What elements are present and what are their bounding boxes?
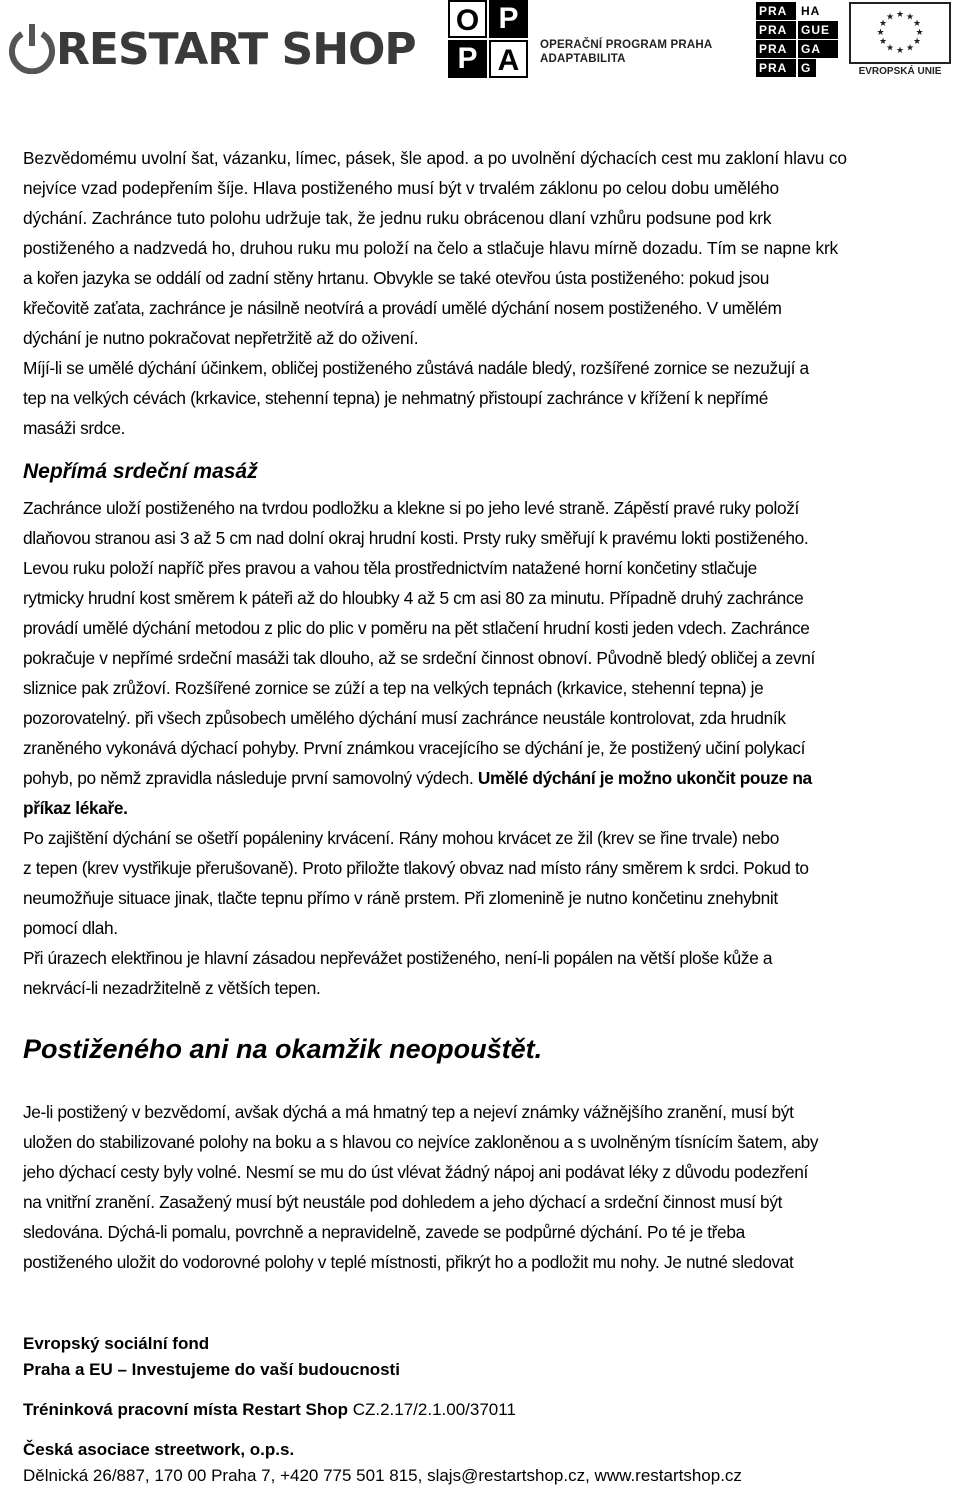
opp-letter-a: A: [489, 40, 528, 78]
document-body: [23, 143, 958, 1277]
praha-cell: PRA: [756, 21, 796, 39]
opp-letter-p1: P: [489, 0, 528, 38]
paragraph-line: sliznice pak zrůžoví. Rozšířené zornice se zúží a tep na velkých tepnách (krkavice, stehenní tepna) je: [23, 678, 764, 698]
restart-shop-wordmark: RESTART SHOP: [56, 24, 416, 75]
praha-cell: G: [798, 59, 816, 77]
footer-org: [23, 1437, 958, 1463]
svg-text:★: ★: [876, 28, 885, 38]
paragraph-line: dýchání. Zachránce tuto polohu udržuje tak, že jednu ruku obrácenou dlaní vzhůru podsune pod krk: [23, 208, 772, 228]
paragraph-line: křečovitě zaťata, zachránce je násilně neotvírá a provádí umělé dýchání nosem postiženého. V umělém: [23, 298, 782, 318]
paragraph-line: na vnitřní zranění. Zasažený musí být neustále pod dohledem a jeho dýchací a srdeční činnost musí být: [23, 1192, 783, 1212]
emphasis-text: příkaz lékaře.: [23, 798, 128, 818]
paragraph-line: [23, 763, 958, 793]
praha-logo: [756, 0, 840, 78]
page-header: [0, 0, 960, 90]
praha-cell: PRA: [756, 2, 796, 20]
paragraph-line: postiženého a nadzvedá ho, druhou ruku mu položí na čelo a stlačuje hlavu mírně dozadu. Tím se napne krk: [23, 238, 839, 258]
praha-cell: PRA: [756, 40, 796, 58]
praha-cell: HA: [801, 4, 821, 18]
section-intro: [23, 143, 958, 443]
paragraph-line: Míjí-li se umělé dýchání účinkem, obličej postiženého zůstává nadále bledý, rozšířené zornice se nezužují a: [23, 358, 809, 378]
footer-project-name: Tréninková pracovní místa Restart Shop: [23, 1400, 348, 1419]
svg-text:★: ★: [895, 46, 905, 56]
svg-text:★: ★: [878, 19, 888, 29]
paragraph-line: pokračuje v nepřímé srdeční masáži tak dlouho, až se srdeční činnost obnoví. Původně bledý obličej a zevní: [23, 648, 815, 668]
section-do-not-leave: [23, 1097, 958, 1277]
eu-stars-icon: [851, 4, 949, 62]
opp-letter-grid: [448, 0, 530, 78]
paragraph-line: postiženého uložit do vodorovné polohy v teplé místnosti, přikrýt ho a podložit mu nohy. Je nutné sledovat: [23, 1252, 794, 1272]
emphasis-text: Umělé dýchání je možno ukončit pouze na: [477, 768, 812, 788]
paragraph-line: neumožňuje situace jinak, tlačte tepnu přímo v ráně prstem. Při zlomenině je nutno končetinu znehybnit: [23, 888, 778, 908]
footer-motto: [23, 1357, 958, 1383]
footer-spacer: [23, 1423, 958, 1437]
footer-motto-text: Praha a EU – Investujeme do vaší budoucnosti: [23, 1360, 400, 1379]
praha-cell: PRA: [756, 59, 796, 77]
opp-logo: [448, 0, 748, 80]
svg-text:★: ★: [895, 10, 905, 20]
paragraph-line: Levou ruku položí napříč přes pravou a vahou těla prostřednictvím natažené horní končetiny stlačuje: [23, 558, 757, 578]
footer-project: [23, 1397, 958, 1423]
svg-text:★: ★: [912, 37, 922, 47]
paragraph-line: Zachránce uloží postiženého na tvrdou podložku a klekne si po jeho levé straně. Zápěstí pravé ruky položí: [23, 498, 799, 518]
eu-logo: [845, 0, 955, 82]
paragraph-line: provádí umělé dýchání metodou z plic do plic v poměru na pět stlačení hrudní kosti jeden vdech. Zachránce: [23, 618, 810, 638]
paragraph-line: sledována. Dýchá-li pomalu, povrchně a nepravidelně, zavede se podpůrné dýchání. Po té je třeba: [23, 1222, 745, 1242]
praha-cell: GUE: [798, 21, 838, 39]
footer-fund: [23, 1331, 958, 1357]
opp-letter-p2: P: [448, 40, 487, 78]
power-icon: [6, 22, 58, 74]
opp-letter-o: O: [448, 0, 487, 38]
opp-caption-line1: OPERAČNÍ PROGRAM PRAHA: [540, 39, 713, 51]
paragraph-line: Při úrazech elektřinou je hlavní zásadou nepřevážet postiženého, není-li popálen na větší ploše kůže a: [23, 948, 773, 968]
restart-shop-logo: [6, 18, 426, 80]
svg-text:★: ★: [885, 12, 895, 23]
svg-text:★: ★: [912, 19, 922, 29]
paragraph-line: masáži srdce.: [23, 418, 126, 438]
svg-text:★: ★: [885, 43, 895, 54]
paragraph-line: Po zajištění dýchání se ošetří popáleniny krvácení. Rány mohou krvácet ze žil (krev se řine trvale) nebo: [23, 828, 780, 848]
footer-spacer: [23, 1383, 958, 1397]
svg-text:★: ★: [905, 43, 915, 54]
eu-caption: EVROPSKÁ UNIE: [858, 66, 942, 77]
paragraph-line: dlaňovou stranou asi 3 až 5 cm nad dolní okraj hrudní kosti. Prsty ruky směřují k pravému lokti postiženého.: [23, 528, 809, 548]
paragraph-line: zraněného vykonává dýchací pohyby. První známkou vracejícího se dýchání je, že postižený učiní polykací: [23, 738, 806, 758]
heading-cardiac-massage: Nepřímá srdeční masáž: [23, 460, 258, 483]
paragraph-line: rytmicky hrudní kost směrem k páteři až do hloubky 4 až 5 cm asi 80 za minutu. Případně druhý zachránce: [23, 588, 804, 608]
paragraph-line: jeho dýchací cesty byly volné. Nesmí se mu do úst vlévat žádný nápoj ani podávat léky z důvodu podezření: [23, 1162, 808, 1182]
paragraph-line: a kořen jazyka se oddálí od zadní stěny hrtanu. Obvykle se také otevřou ústa postiženého: pokud jsou: [23, 268, 770, 288]
heading-do-not-leave: Postiženého ani na okamžik neopouštět.: [23, 1034, 543, 1064]
footer-fund-text: Evropský sociální fond: [23, 1334, 210, 1353]
paragraph-line: nejvíce vzad podepřením šíje. Hlava postiženého musí být v trvalém záklonu po celou dobu umělého: [23, 178, 780, 198]
opp-caption-line2: ADAPTABILITA: [540, 53, 626, 65]
eu-flag: [849, 2, 951, 64]
footer-org-name: Česká asociace streetwork, o.p.s.: [23, 1440, 295, 1459]
paragraph-line: pozorovatelný. při všech způsobech umělého dýchání musí zachránce neustále kontrolovat, zda hrudník: [23, 708, 786, 728]
svg-text:★: ★: [915, 28, 924, 38]
section-cardiac-massage: [23, 493, 958, 1003]
paragraph-line: Je-li postižený v bezvědomí, avšak dýchá a má hmatný tep a nejeví známky vážnějšího zranění, musí být: [23, 1102, 794, 1122]
opp-caption: [540, 38, 712, 66]
line-text: pohyb, po němž zpravidla následuje první samovolný výdech.: [23, 768, 478, 788]
paragraph-line: Bezvědomému uvolní šat, vázanku, límec, pásek, šle apod. a po uvolnění dýchacích cest mu zakloní hlavu co: [23, 148, 847, 168]
svg-text:★: ★: [905, 12, 915, 23]
svg-text:★: ★: [878, 37, 888, 47]
paragraph-line: pomocí dlah.: [23, 918, 118, 938]
paragraph-line: uložen do stabilizované polohy na boku a s hlavou co nejvíce zakloněnou a s uvolněným tísnícím šatem, aby: [23, 1132, 819, 1152]
footer-address: Dělnická 26/887, 170 00 Praha 7, +420 775 501 815, slajs@restartshop.cz, www.restartshop.cz: [23, 1466, 742, 1485]
paragraph-line: tep na velkých cévách (krkavice, stehenní tepna) je nehmatný přistoupí zachránce v křížení k nepřímé: [23, 388, 768, 408]
paragraph-line: z tepen (krev vystřikuje přerušovaně). Proto přiložte tlakový obvaz nad místo rány směrem k srdci. Pokud to: [23, 858, 809, 878]
footer-project-code: CZ.2.17/2.1.00/37011: [347, 1400, 516, 1419]
paragraph-line: nekrvácí-li nezadržitelně z větších tepen.: [23, 978, 321, 998]
page-footer: [23, 1331, 958, 1489]
paragraph-line: [23, 793, 958, 823]
praha-cell: GA: [798, 40, 838, 58]
paragraph-line: dýchání je nutno pokračovat nepřetržitě až do oživení.: [23, 328, 419, 348]
